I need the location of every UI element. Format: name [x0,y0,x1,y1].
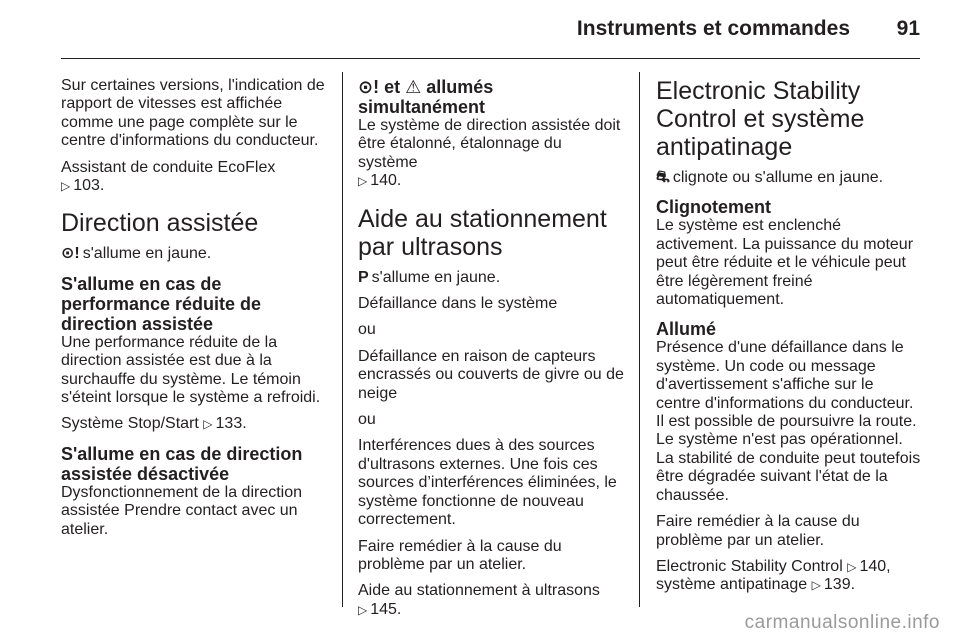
column-divider-1 [342,72,343,607]
ref-arrow-icon: ▷ [811,578,821,593]
traction-page-ref[interactable]: 139. [823,576,856,594]
paragraph-ou-1: ou [358,321,376,339]
paragraph-calibration [358,117,625,191]
esc-page-ref[interactable]: 140, [859,557,891,575]
calibration-page-ref[interactable]: 140. [370,172,402,190]
stop-start-page-ref[interactable]: 133. [215,415,247,433]
parking-aid-icon: P [358,268,369,286]
heading-deactivated: S'allume en cas de direction assistée désactivée [61,443,303,484]
ecoflex-page-ref[interactable]: 103. [73,177,105,195]
heading-clignotement: Clignotement [656,197,771,218]
heading-simultaneous: ⊙! et ⚠ allumés simultanément [358,77,494,117]
paragraph-deactivated: Dysfonctionnement de la direction assistée Prendre contact avec un atelier. [61,483,303,538]
heading-esc: Electronic Stability Control et système antipatinage [656,77,865,161]
calibration-text: Le système de direction assistée doit être étalonné, étalonnage du système [358,117,621,171]
esc-ref-text: Electronic Stability Control [656,557,843,575]
paragraph-parking-light [358,269,625,287]
paragraph-parking-ref [358,582,625,619]
paragraph-reduced-performance: Une performance réduite de la direction assistée est due à la surchauffe du système. Le témoin s'éteint lorsque le système a refroidi. [61,333,321,407]
parking-light-text: s'allume en jaune. [371,268,501,286]
paragraph-ou-2: ou [358,411,376,429]
paragraph-direction-light [61,245,327,263]
page-number: 91 [896,17,920,40]
paragraph-esc-light [656,169,922,187]
column-divider-2 [639,72,640,607]
column-1 [61,77,327,547]
page-header-title: Instruments et commandes [576,17,850,40]
ref-arrow-icon: ▷ [203,417,213,432]
paragraph-repair-esc: Faire remédier à la cause du problème par un atelier. [656,513,860,549]
traction-ref-text: système antipatinage [656,576,808,594]
heading-parking-aid: Aide au stationnement par ultrasons [358,204,607,261]
heading-direction-assistee: Direction assistée [61,209,259,238]
parking-ref-text: Aide au stationnement à ultrasons [358,582,600,600]
ref-arrow-icon: ▷ [358,602,368,617]
paragraph-interference: Interférences dues à des sources d'ultrasons externes. Une fois ces sources d’interférences éliminées, le système fonctionne de nouveau correctement. [358,437,617,529]
heading-reduced-performance: S'allume en cas de performance réduite de direction assistée [61,273,262,334]
stop-start-text: Système Stop/Start [61,415,199,433]
paragraph-gear-indication: Sur certaines versions, l'indication de rapport de vitesses est affichée comme une page complète sur le centre d'informations du conducteur. [61,77,325,150]
header-divider [61,58,920,59]
paragraph-esc-refs [656,558,922,595]
direction-light-text: s'allume en jaune. [82,245,212,263]
paragraph-defaillance: Défaillance dans le système [358,295,558,313]
ecoflex-text: Assistant de conduite EcoFlex [61,158,276,176]
watermark: carmanualsonline.info [744,612,940,633]
paragraph-repair: Faire remédier à la cause du problème par un atelier. [358,537,562,573]
esc-light-text: clignote ou s'allume en jaune. [672,169,884,186]
steering-warning-icon: ⊙! [61,245,80,263]
column-2 [358,77,625,627]
ref-arrow-icon: ▷ [358,174,368,189]
paragraph-allume: Présence d'une défaillance dans le système. Un code ou message d'avertissement s'affiche sur le centre d'informations du conducteur. Il est possible de poursuivre la route. Le système n'est pas opérationnel. La stabilité de conduite peut toutefois être dégradée suivant l'état de la chaussée. [656,339,921,504]
paragraph-stop-start [61,415,327,433]
paragraph-clignotement: Le système est enclenché activement. La puissance du moteur peut être réduite et le véhicule peut être légèrement freiné automatiquement. [656,217,914,309]
heading-allume: Allumé [656,319,717,340]
esc-icon: ⛐ [656,169,670,186]
ref-arrow-icon: ▷ [61,179,71,194]
paragraph-ecoflex [61,159,327,196]
parking-page-ref[interactable]: 145. [370,600,402,618]
column-3 [656,77,922,603]
ref-arrow-icon: ▷ [847,559,857,574]
paragraph-sensors: Défaillance en raison de capteurs encrassés ou couverts de givre ou de neige [358,347,624,402]
